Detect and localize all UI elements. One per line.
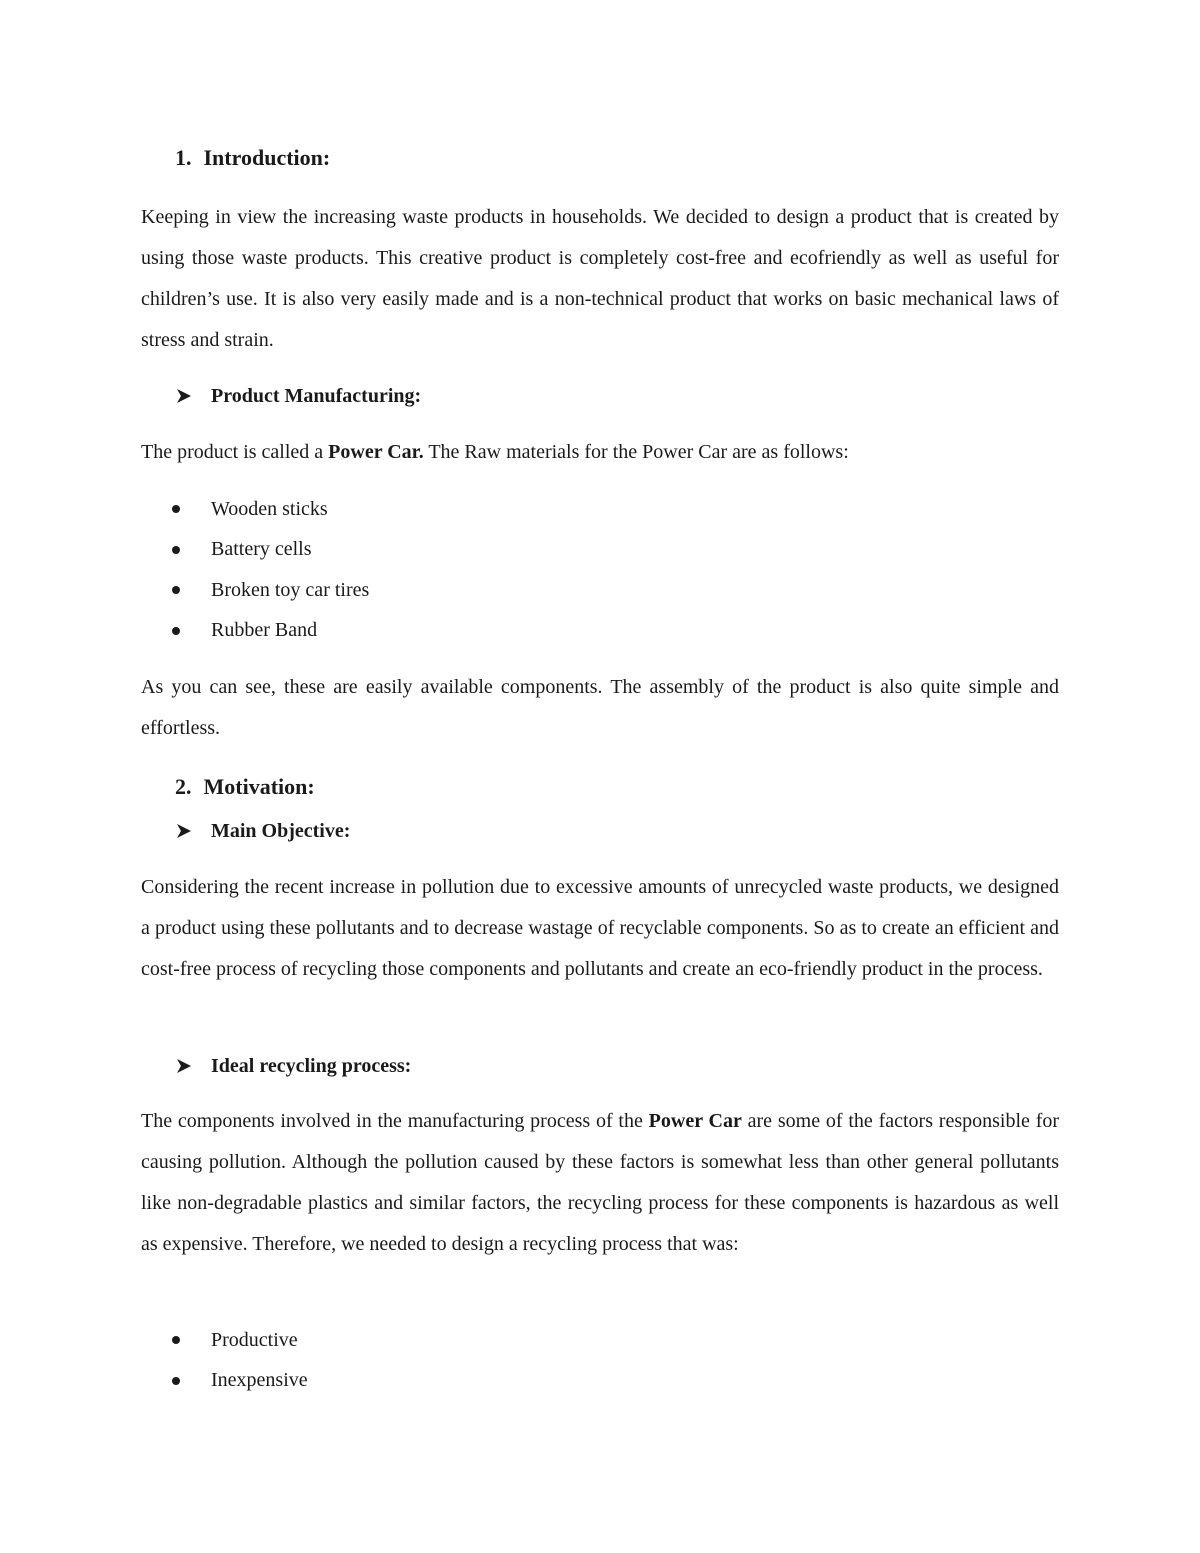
list-item-label: Inexpensive <box>211 1369 308 1392</box>
subheading-main-objective <box>175 819 350 843</box>
arrowhead-bullet-icon <box>175 387 197 405</box>
subheading-product-manufacturing <box>175 384 421 408</box>
product-name: Power Car <box>648 1110 742 1132</box>
list-item <box>172 530 369 571</box>
subheading-label: Product Manufacturing: <box>211 385 422 407</box>
bullet-dot-icon <box>172 586 180 594</box>
list-item <box>172 489 369 530</box>
materials-list <box>172 489 369 651</box>
section-title: Motivation: <box>203 774 315 799</box>
list-item <box>172 611 369 652</box>
section-title: Introduction: <box>203 145 331 170</box>
bullet-dot-icon <box>172 505 180 513</box>
list-item-label: Battery cells <box>211 538 312 561</box>
objective-paragraph: Considering the recent increase in pollution due to excessive amounts of unrecycled waste products, we designed a product using these pollutants and to decrease wastage of recyclable components. So as to create an efficient and cost-free process of recycling those components and pollutants and create an eco-friendly product in the process. <box>141 876 1059 980</box>
product-sentence-prefix: The product is called a <box>141 441 329 463</box>
list-item <box>172 1361 308 1402</box>
product-sentence <box>141 432 1059 473</box>
list-item-label: Wooden sticks <box>211 497 328 520</box>
list-item <box>172 570 369 611</box>
section-number: 1. <box>175 145 192 170</box>
requirements-list <box>172 1320 308 1401</box>
subheading-label: Ideal recycling process: <box>211 1055 412 1077</box>
list-item-label: Productive <box>211 1328 298 1351</box>
intro-paragraph: Keeping in view the increasing waste products in households. We decided to design a product that is created by using those waste products. This creative product is completely cost-free and ecofriendly as well as useful for children’s use. It is also very easily made and is a non-technical product that works on basic mechanical laws of stress and strain. <box>141 206 1059 351</box>
section-heading-introduction <box>175 145 330 171</box>
product-name: Power Car. <box>328 441 424 463</box>
closing-paragraph: As you can see, these are easily available components. The assembly of the product is also quite simple and effortless. <box>141 676 1059 739</box>
arrowhead-bullet-icon <box>175 822 197 840</box>
list-item-label: Rubber Band <box>211 619 318 642</box>
bullet-dot-icon <box>172 627 180 635</box>
bullet-dot-icon <box>172 1377 180 1385</box>
bullet-dot-icon <box>172 546 180 554</box>
section-number: 2. <box>175 774 192 799</box>
section-heading-motivation <box>175 774 315 800</box>
recycling-paragraph-suffix: are some of the factors responsible for causing pollution. Although the pollution caused by these factors is somewhat less than other general pollutants like non-degradable plastics and similar factors, the recycling process for these components is hazardous as well as expensive. Therefore, we needed to design a recycling process that was: <box>141 1110 1060 1255</box>
recycling-paragraph-prefix: The components involved in the manufacturing process of the <box>141 1110 649 1132</box>
recycling-paragraph <box>141 1101 1059 1265</box>
bullet-dot-icon <box>172 1336 180 1344</box>
product-sentence-suffix: The Raw materials for the Power Car are as follows: <box>423 441 849 463</box>
list-item <box>172 1320 308 1361</box>
subheading-label: Main Objective: <box>211 820 351 842</box>
list-item-label: Broken toy car tires <box>211 578 370 601</box>
arrowhead-bullet-icon <box>175 1057 197 1075</box>
subheading-ideal-recycling-process <box>175 1054 411 1078</box>
